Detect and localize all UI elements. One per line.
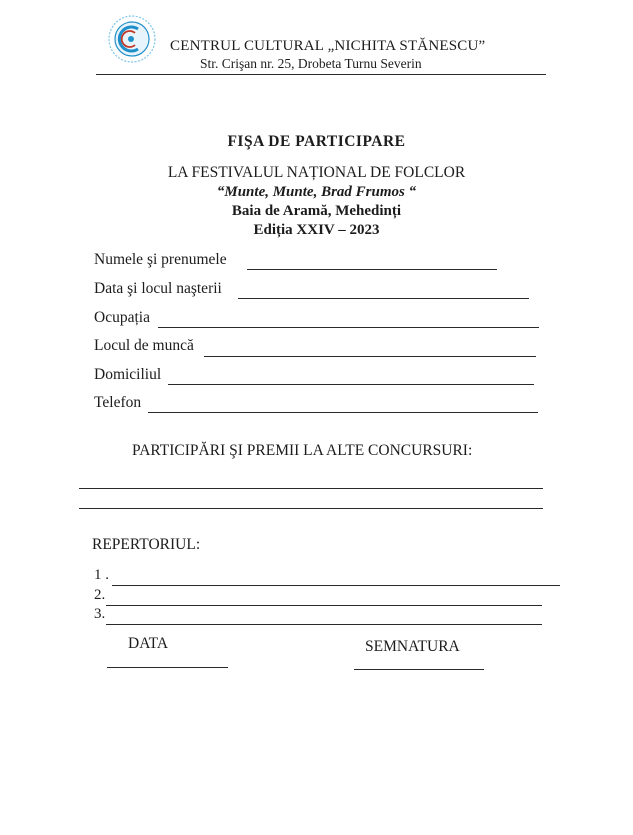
festival-line: LA FESTIVALUL NAȚIONAL DE FOLCLOR — [167, 164, 466, 181]
field-phone-line[interactable] — [148, 412, 538, 413]
field-occupation-line[interactable] — [158, 327, 539, 328]
institution-name: CENTRUL CULTURAL „NICHITA STĂNESCU” — [170, 38, 486, 54]
participations-heading: PARTICIPĂRI ŞI PREMII LA ALTE CONCURSURI: — [132, 442, 473, 459]
field-residence-line[interactable] — [168, 384, 534, 385]
repertoire-item-1-line[interactable] — [112, 585, 560, 586]
repertoire-item-2-line[interactable] — [106, 605, 542, 606]
institution-address: Str. Crişan nr. 25, Drobeta Turnu Severin — [200, 56, 422, 71]
field-birth-label: Data şi locul naşterii — [94, 280, 222, 297]
field-name-line[interactable] — [247, 269, 497, 270]
repertoire-item-3-line[interactable] — [106, 624, 542, 625]
participations-line-1[interactable] — [79, 488, 543, 489]
signature-label: SEMNATURA — [365, 638, 460, 655]
repertoire-item-1-number: 1 . — [94, 567, 109, 583]
field-workplace-label: Locul de muncă — [94, 337, 194, 354]
form-title: FIŞA DE PARTICIPARE — [227, 133, 406, 150]
field-workplace-line[interactable] — [204, 356, 536, 357]
festival-name: “Munte, Munte, Brad Frumos “ — [216, 184, 417, 200]
participations-line-2[interactable] — [79, 508, 543, 509]
festival-location: Baia de Aramă, Mehedinți — [231, 203, 402, 219]
field-occupation-label: Ocupația — [94, 309, 150, 326]
field-phone-label: Telefon — [94, 394, 142, 411]
date-label: DATA — [128, 635, 169, 652]
logo-emblem-icon — [107, 14, 157, 64]
field-residence-label: Domiciliul — [94, 366, 162, 383]
repertoire-item-2-number: 2. — [94, 587, 106, 603]
field-birth-line[interactable] — [238, 298, 529, 299]
festival-edition: Ediția XXIV – 2023 — [253, 222, 380, 238]
repertoire-heading: REPERTORIUL: — [92, 536, 201, 553]
institution-logo — [107, 14, 157, 64]
header-divider — [96, 74, 546, 75]
date-line[interactable] — [107, 667, 228, 668]
signature-line[interactable] — [354, 669, 484, 670]
repertoire-item-3-number: 3. — [94, 606, 106, 622]
field-name-label: Numele şi prenumele — [94, 251, 227, 268]
